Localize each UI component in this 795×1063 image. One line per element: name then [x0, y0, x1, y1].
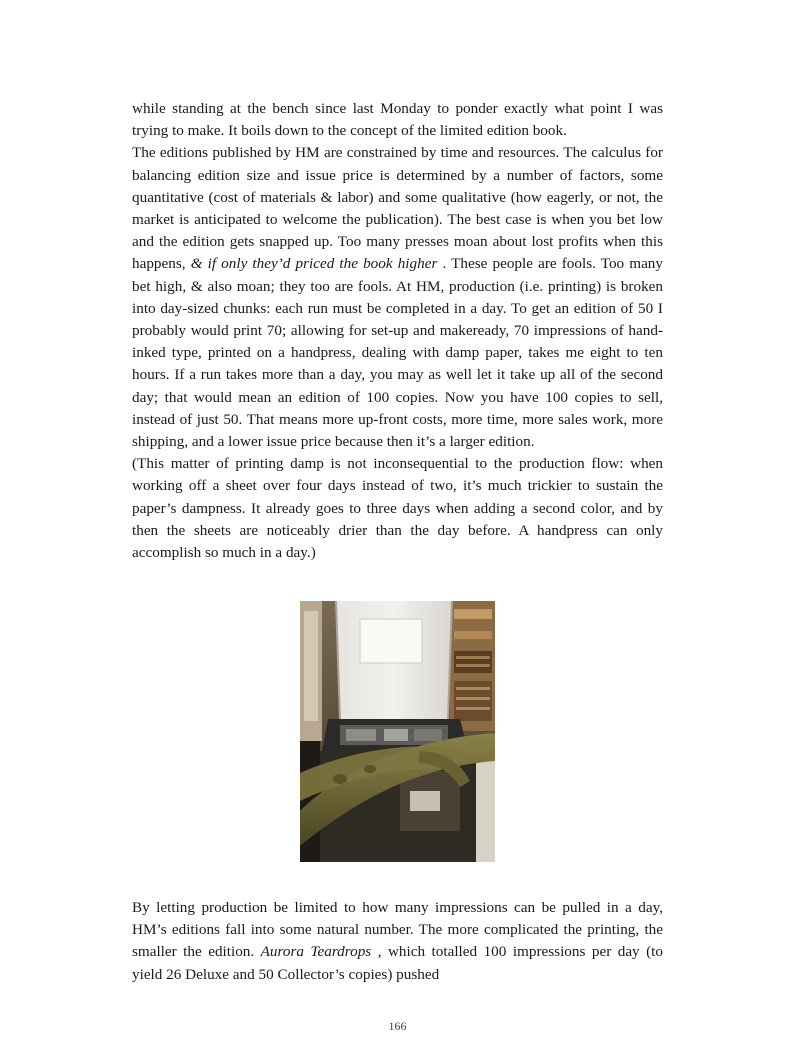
text-run: The editions published by HM are constrained by time and resources. The calculus for balancing edition size and issue price is determined by a number of factors, some quantitative (cost of materials & labor) and some qualitative (how eagerly, or not, the market is anticipated to welcome the publication). The best case is when you bet low and the edition gets snapped up. Too many presses moan about lost profits when this happens, — [132, 144, 663, 273]
text-run: , which totalled 100 impressions per day (to yield 26 Deluxe and 50 Collector’s copies) pushed — [132, 943, 663, 983]
paragraph — [132, 897, 663, 986]
paragraph — [132, 453, 663, 564]
italic-text-run: Aurora Teardrops — [260, 943, 372, 961]
text-run: while standing at the bench since last Monday to ponder exactly what point I was trying to make. It boils down to the concept of the limited edition book. — [132, 100, 663, 140]
paragraph — [132, 142, 663, 453]
body-text-top — [132, 98, 663, 564]
text-run: . These people are fools. Too many bet high, & also moan; they too are fools. At HM, production (i.e. printing) is broken into day-sized chunks: each run must be completed in a day. To get an edition of 50 I probably would print 70; allowing for set-up and makeready, 70 impressions of hand-inked type, printed on a handpress, dealing with damp paper, takes me eight to ten hours. If a run takes more than a day, you may as well let it take up all of the second day; that would mean an edition of 100 copies. Now you have 100 copies to sell, instead of just 50. That means more up-front costs, more time, more sales work, more shipping, and a lower issue price because then it’s a larger edition. — [132, 255, 663, 451]
body-text-bottom — [132, 897, 663, 986]
text-run: By letting production be limited to how many impressions can be pulled in a day, HM’s editions fall into some natural number. The more complicated the printing, the smaller the edition. — [132, 899, 663, 961]
italic-text-run: & if only they’d priced the book higher — [190, 255, 438, 273]
page-number: 166 — [388, 1019, 407, 1033]
text-run: (This matter of printing damp is not inconsequential to the production flow: when working off a sheet over four days instead of two, it’s much trickier to sustain the paper’s dampness. It already goes to three days when adding a second color, and by then the sheets are noticeably drier than the day before. A handpress can only accomplish so much in a day.) — [132, 455, 663, 562]
paragraph — [132, 98, 663, 142]
handpress-photo — [300, 601, 495, 862]
